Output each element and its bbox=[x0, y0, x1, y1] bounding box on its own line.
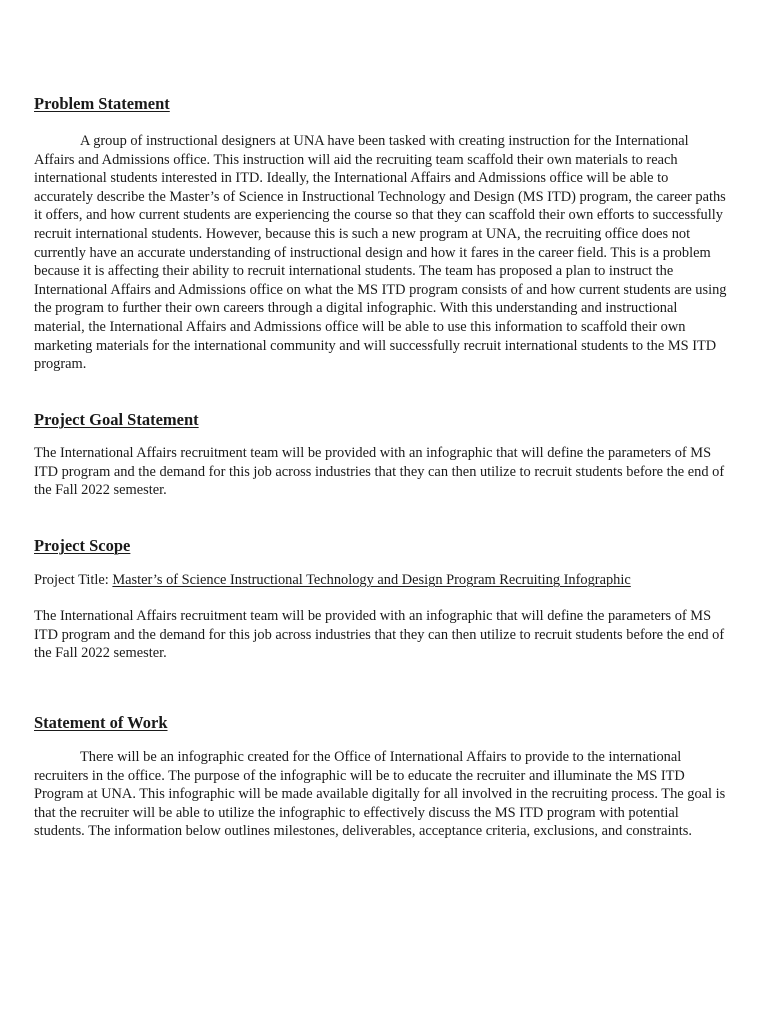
statement-of-work-heading: Statement of Work bbox=[34, 713, 168, 732]
statement-of-work-body: There will be an infographic created for the Office of International Affairs to provide to the international recruiters in the office. The purpose of the infographic will be to educate the recruiter and illuminate the MS ITD Program at UNA. This infographic will be made available digitally for all involved in the recruiting process. The goal is that the recruiter will be able to utilize the infographic to effectively discuss the MS ITD program with potential students. The information below outlines milestones, deliverables, acceptance criteria, exclusions, and constraints. bbox=[34, 749, 726, 840]
project-title-label: Project Title: bbox=[34, 572, 109, 588]
problem-statement-body: A group of instructional designers at UNA have been tasked with creating instruction for the International Affairs and Admissions office. This instruction will aid the recruiting team scaffold their own materials to reach international students interested in ITD. Ideally, the International Affairs and Admissions office will be able to accurately describe the Master’s of Science in Instructional Technology and Design (MS ITD) program, the career paths it offers, and how current students are experiencing the course so that they can scaffold their own efforts to successfully recruit international students. However, because this is such a new program at UNA, the recruiting office does not currently have an accurate understanding of instructional design and how it fares in the career field. This is a problem because it is affecting their ability to recruit international students. The team has proposed a plan to instruct the International Affairs and Admissions office on what the MS ITD program consists of and how current students are using the program to further their own careers through a digital infographic. With this understanding and instructional material, the International Affairs and Admissions office will be able to use this information to scaffold their own marketing materials for the international community and will successfully recruit international students to the MS ITD program. bbox=[34, 133, 727, 373]
project-title-line bbox=[34, 571, 631, 590]
project-scope-heading: Project Scope bbox=[34, 536, 131, 555]
project-goal-body: The International Affairs recruitment team will be provided with an infographic that will define the parameters of MS ITD program and the demand for this job across industries that they can then utilize to recruit students before the end of the Fall 2022 semester. bbox=[34, 445, 725, 499]
project-scope-body: The International Affairs recruitment team will be provided with an infographic that will define the parameters of MS ITD program and the demand for this job across industries that they can then utilize to recruit students before the end of the Fall 2022 semester. bbox=[34, 608, 725, 662]
project-title-value: Master’s of Science Instructional Technology and Design Program Recruiting Infographic bbox=[112, 572, 631, 588]
problem-statement-heading: Problem Statement bbox=[34, 94, 170, 113]
project-goal-heading: Project Goal Statement bbox=[34, 410, 199, 429]
